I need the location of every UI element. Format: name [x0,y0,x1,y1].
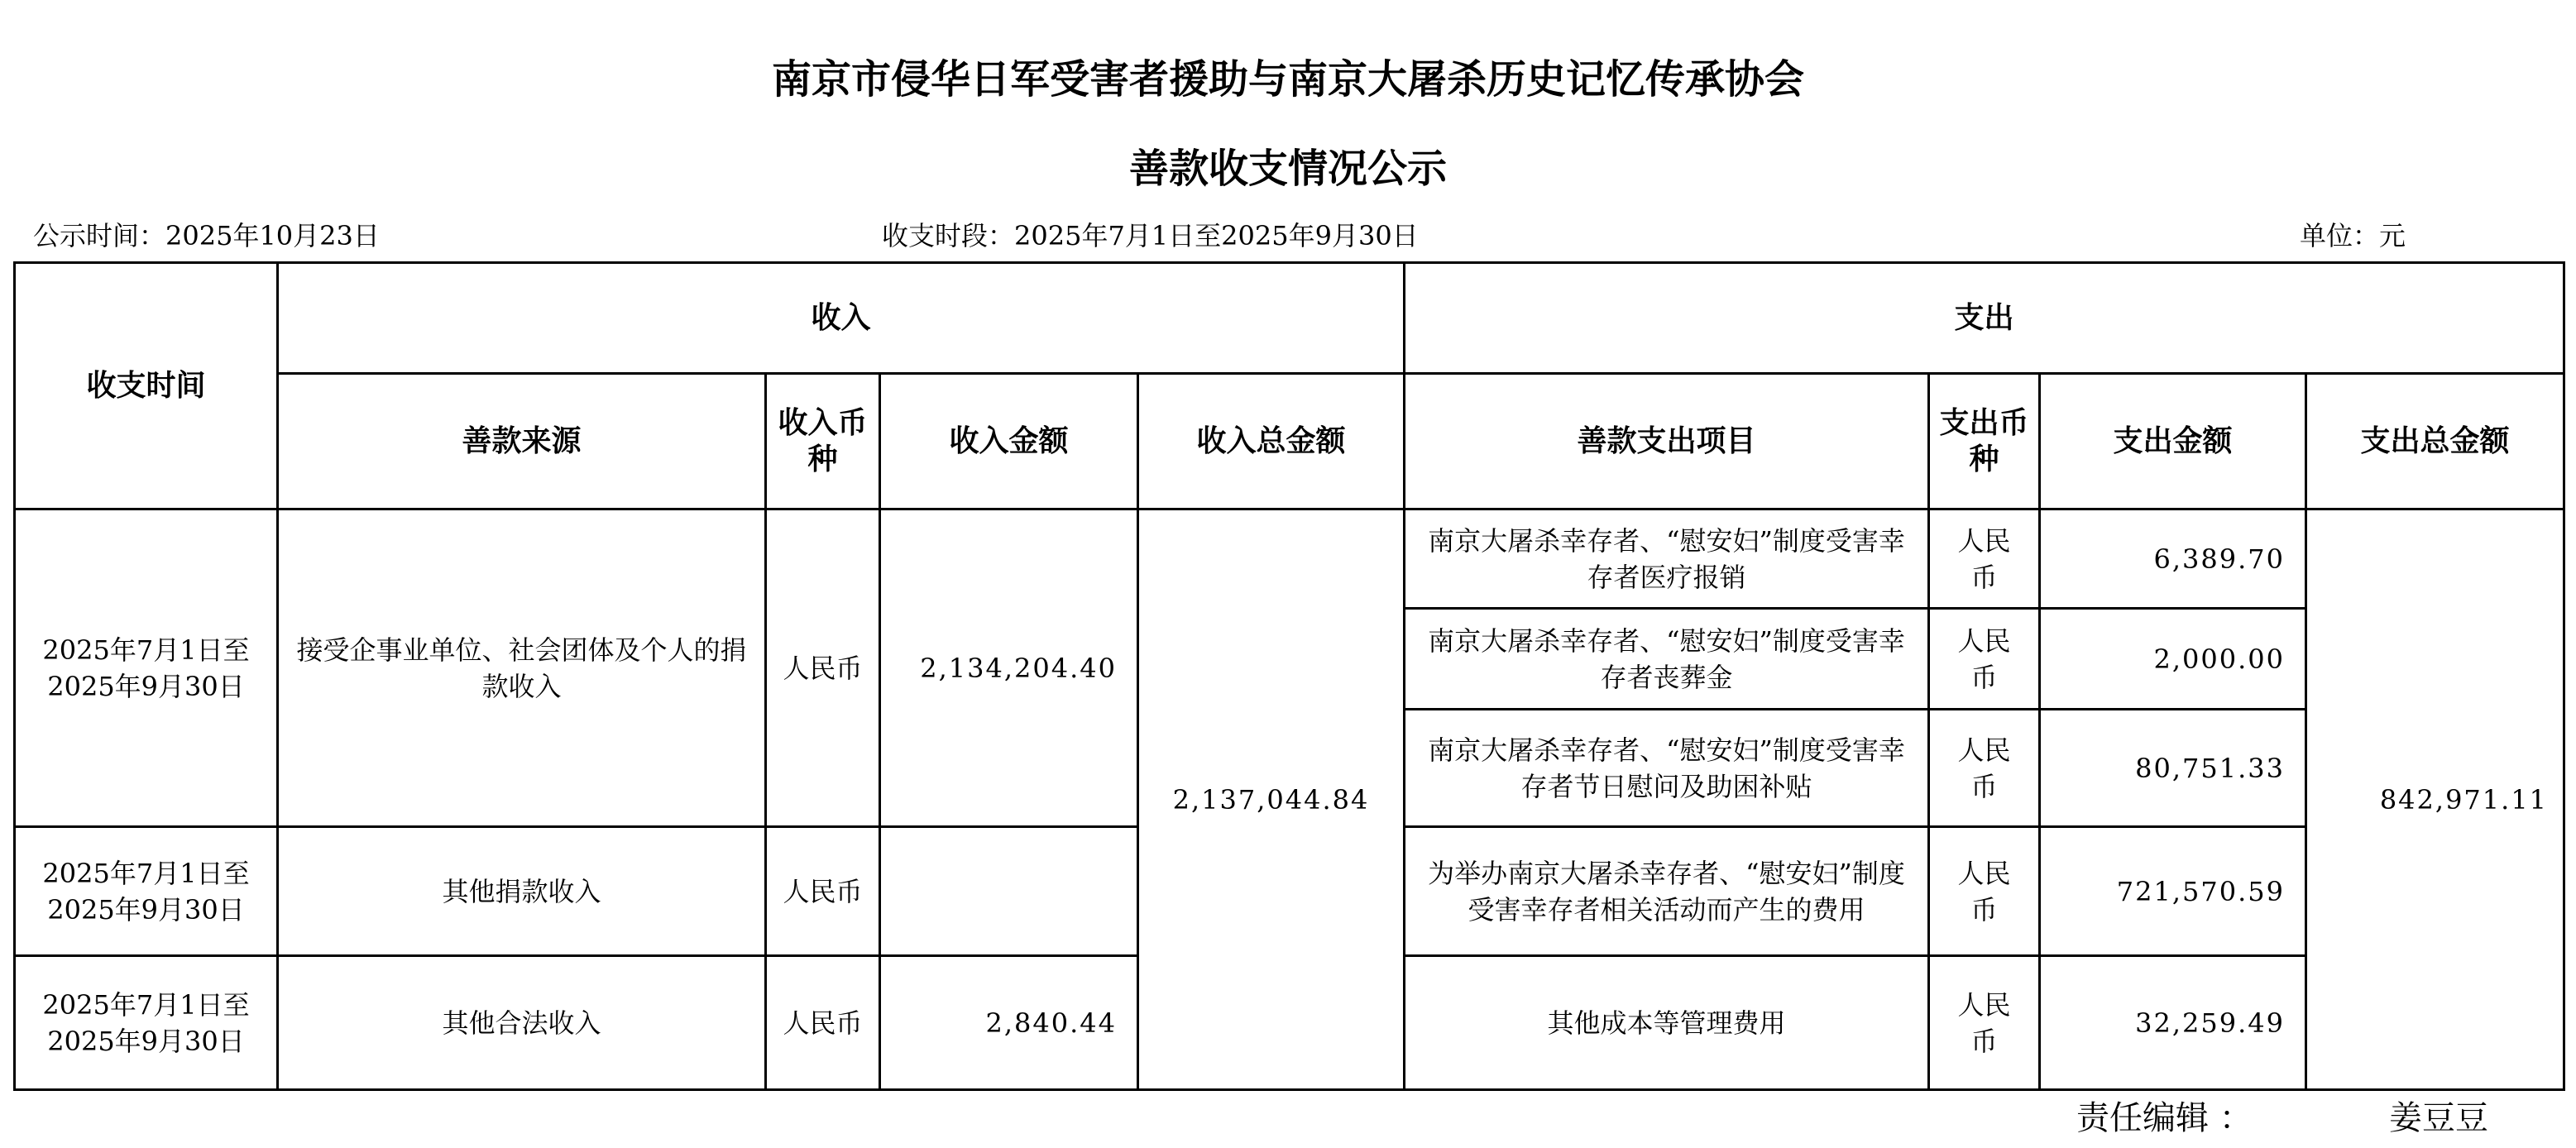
income-total-cell: 2,137,044.84 [1138,509,1405,1090]
header-donation-source: 善款来源 [278,374,766,509]
expense-item-cell: 为举办南京大屠杀幸存者、“慰安妇”制度受害幸存者相关活动而产生的费用 [1405,827,1929,956]
publish-time: 公示时间：2025年10月23日 [33,220,380,251]
expense-item-cell: 南京大屠杀幸存者、“慰安妇”制度受害幸存者丧葬金 [1405,609,1929,710]
expense-currency-cell: 人民币 [1929,710,2040,827]
expense-currency-cell: 人民币 [1929,609,2040,710]
header-expense-currency: 支出币种 [1929,374,2040,509]
income-currency-cell: 人民币 [766,956,880,1090]
income-amount-cell: 2,134,204.40 [880,509,1138,827]
header-row-sub [15,374,2564,509]
expense-amount-cell: 721,570.59 [2040,827,2306,956]
header-expense: 支出 [1405,263,2564,374]
income-currency-cell: 人民币 [766,509,880,827]
expense-amount-cell: 2,000.00 [2040,609,2306,710]
income-source-cell: 其他捐款收入 [278,827,766,956]
period-range: 收支时段：2025年7月1日至2025年9月30日 [882,220,1419,251]
expense-amount-cell: 6,389.70 [2040,509,2306,609]
expense-item-cell: 其他成本等管理费用 [1405,956,1929,1090]
expense-total-cell: 842,971.11 [2306,509,2564,1090]
expense-item-cell: 南京大屠杀幸存者、“慰安妇”制度受害幸存者节日慰问及助困补贴 [1405,710,1929,827]
editor-name: 姜豆豆 [2389,1099,2488,1137]
income-source-cell: 其他合法收入 [278,956,766,1090]
header-row-top [15,263,2564,374]
income-currency-cell: 人民币 [766,827,880,956]
expense-currency-cell: 人民币 [1929,509,2040,609]
table-row [15,509,2564,609]
page-title: 南京市侵华日军受害者援助与南京大屠杀历史记忆传承协会 [771,56,1804,103]
header-time: 收支时间 [15,263,278,509]
income-amount-cell [880,827,1138,956]
expense-item-cell: 南京大屠杀幸存者、“慰安妇”制度受害幸存者医疗报销 [1405,509,1929,609]
editor-label: 责任编辑 ： [2076,1099,2253,1137]
expense-currency-cell: 人民币 [1929,956,2040,1090]
income-time-cell: 2025年7月1日至2025年9月30日 [15,509,278,827]
header-income: 收入 [278,263,1405,374]
expense-amount-cell: 80,751.33 [2040,710,2306,827]
expense-currency-cell: 人民币 [1929,827,2040,956]
expense-amount-cell: 32,259.49 [2040,956,2306,1090]
page-subtitle: 善款收支情况公示 [1128,146,1447,192]
income-amount-cell: 2,840.44 [880,956,1138,1090]
header-income-currency: 收入币种 [766,374,880,509]
finance-table [13,261,2565,1091]
header-expense-total: 支出总金额 [2306,374,2564,509]
income-time-cell: 2025年7月1日至2025年9月30日 [15,827,278,956]
income-source-cell: 接受企事业单位、社会团体及个人的捐款收入 [278,509,766,827]
header-expense-item: 善款支出项目 [1405,374,1929,509]
header-income-amount: 收入金额 [880,374,1138,509]
unit-label: 单位：元 [2300,220,2406,251]
income-time-cell: 2025年7月1日至2025年9月30日 [15,956,278,1090]
header-income-total: 收入总金额 [1138,374,1405,509]
header-expense-amount: 支出金额 [2040,374,2306,509]
